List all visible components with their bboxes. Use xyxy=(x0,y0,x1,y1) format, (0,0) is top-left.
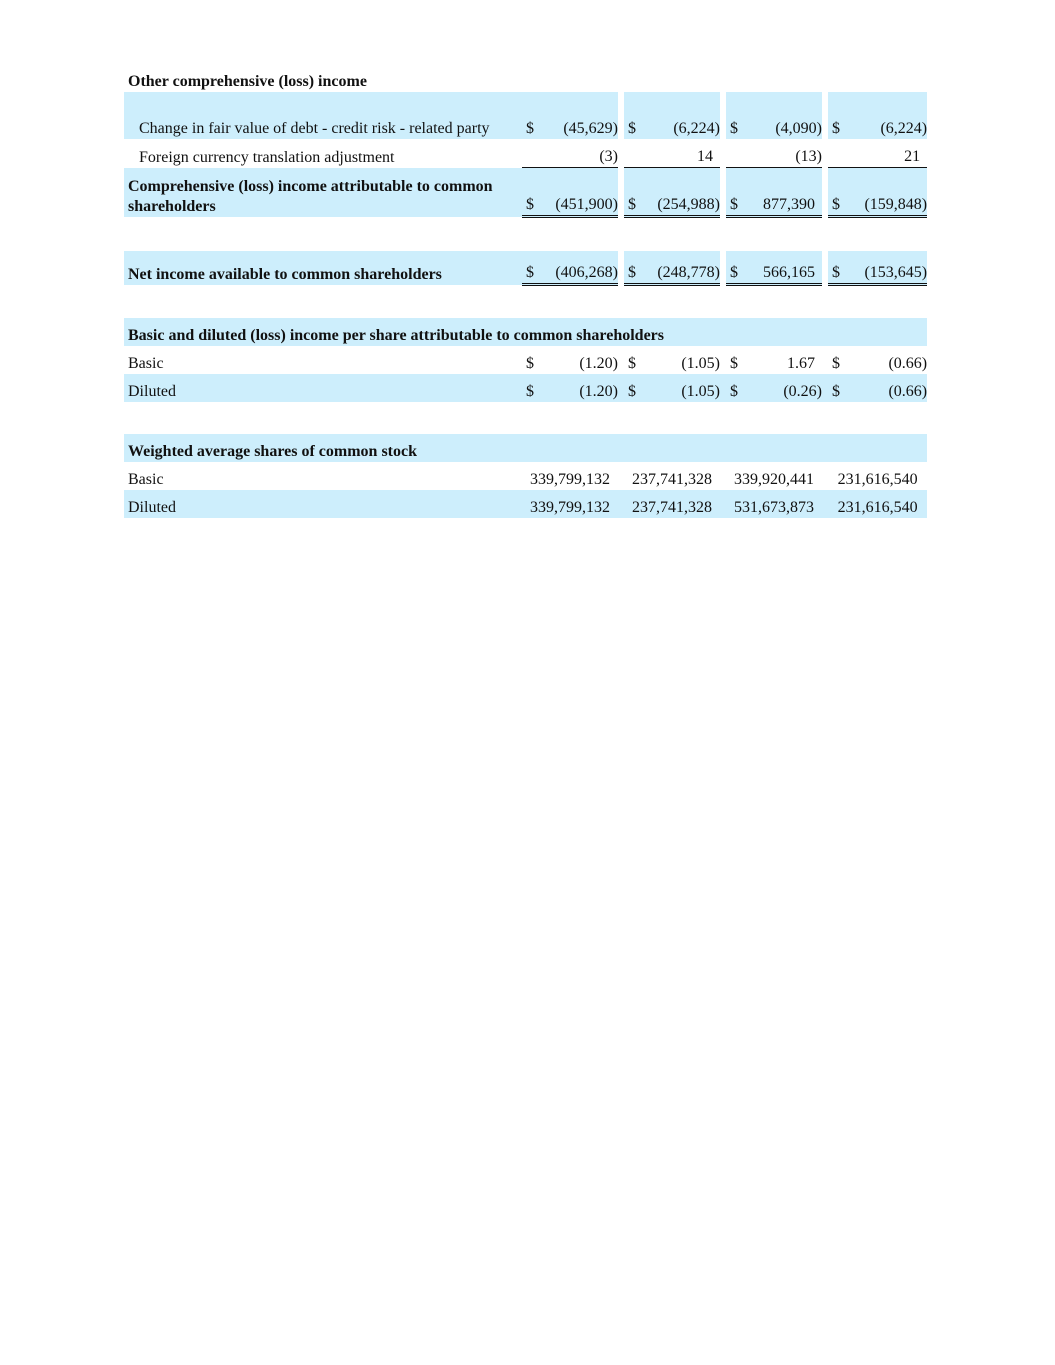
value-cell: (0.26) xyxy=(744,374,822,402)
value-cell: (451,900) xyxy=(540,168,618,217)
section-header-row xyxy=(124,434,927,462)
total-row xyxy=(124,168,927,217)
row-label: Basic xyxy=(124,462,522,490)
value-cell: (248,778) xyxy=(642,251,720,285)
currency-symbol: $ xyxy=(828,168,846,217)
value-cell: (0.66) xyxy=(846,374,927,402)
value-cell: 566,165 xyxy=(744,251,822,285)
value-cell: (1.20) xyxy=(540,374,618,402)
value-cell: (406,268) xyxy=(540,251,618,285)
section-header-row xyxy=(124,64,927,92)
value-cell: 531,673,873 xyxy=(726,490,822,518)
value-cell: 1.67 xyxy=(744,346,822,374)
currency-symbol: $ xyxy=(522,251,540,285)
value-cell: 14 xyxy=(642,139,720,168)
total-row xyxy=(124,251,927,285)
currency-symbol: $ xyxy=(726,251,744,285)
row-label: Diluted xyxy=(124,374,522,402)
currency-symbol: $ xyxy=(624,168,642,217)
shares-section-header: Weighted average shares of common stock xyxy=(124,434,927,462)
value-cell: (1.05) xyxy=(642,346,720,374)
currency-symbol: $ xyxy=(726,92,744,139)
currency-symbol: $ xyxy=(522,346,540,374)
currency-symbol: $ xyxy=(828,251,846,285)
value-cell: (6,224) xyxy=(846,92,927,139)
table-row xyxy=(124,346,927,374)
value-cell: 231,616,540 xyxy=(828,462,927,490)
currency-symbol: $ xyxy=(726,374,744,402)
oci-section-header: Other comprehensive (loss) income xyxy=(124,64,927,92)
value-cell: 21 xyxy=(846,139,927,168)
value-cell: (13) xyxy=(744,139,822,168)
value-cell: (1.20) xyxy=(540,346,618,374)
value-cell: (6,224) xyxy=(642,92,720,139)
currency-symbol: $ xyxy=(726,168,744,217)
currency-symbol: $ xyxy=(522,92,540,139)
currency-symbol: $ xyxy=(828,374,846,402)
currency-symbol: $ xyxy=(828,346,846,374)
row-label: Foreign currency translation adjustment xyxy=(124,139,522,168)
table-row xyxy=(124,490,927,518)
value-cell: (254,988) xyxy=(642,168,720,217)
row-label: Basic xyxy=(124,346,522,374)
currency-symbol: $ xyxy=(624,92,642,139)
row-label: Change in fair value of debt - credit risk - related party xyxy=(124,92,522,139)
value-cell: (45,629) xyxy=(540,92,618,139)
eps-section-header: Basic and diluted (loss) income per share attributable to common shareholders xyxy=(124,318,927,346)
currency-symbol: $ xyxy=(624,374,642,402)
value-cell: (153,645) xyxy=(846,251,927,285)
value-cell: (4,090) xyxy=(744,92,822,139)
currency-symbol: $ xyxy=(522,374,540,402)
currency-symbol: $ xyxy=(726,346,744,374)
currency-symbol: $ xyxy=(624,346,642,374)
value-cell: (1.05) xyxy=(642,374,720,402)
table-row xyxy=(124,462,927,490)
currency-symbol: $ xyxy=(624,251,642,285)
section-header-row xyxy=(124,318,927,346)
row-label: Comprehensive (loss) income attributable to common shareholders xyxy=(124,168,522,217)
value-cell: 339,799,132 xyxy=(522,462,618,490)
table-row xyxy=(124,139,927,168)
row-label: Diluted xyxy=(124,490,522,518)
value-cell: (0.66) xyxy=(846,346,927,374)
financial-statement-table xyxy=(124,64,927,518)
table-row xyxy=(124,374,927,402)
currency-symbol: $ xyxy=(828,92,846,139)
value-cell: 237,741,328 xyxy=(624,490,720,518)
currency-symbol: $ xyxy=(522,168,540,217)
value-cell: 877,390 xyxy=(744,168,822,217)
table-row xyxy=(124,92,927,139)
value-cell: 339,920,441 xyxy=(726,462,822,490)
value-cell: (159,848) xyxy=(846,168,927,217)
value-cell: 339,799,132 xyxy=(522,490,618,518)
value-cell: (3) xyxy=(540,139,618,168)
value-cell: 237,741,328 xyxy=(624,462,720,490)
row-label: Net income available to common shareholders xyxy=(124,251,522,285)
value-cell: 231,616,540 xyxy=(828,490,927,518)
